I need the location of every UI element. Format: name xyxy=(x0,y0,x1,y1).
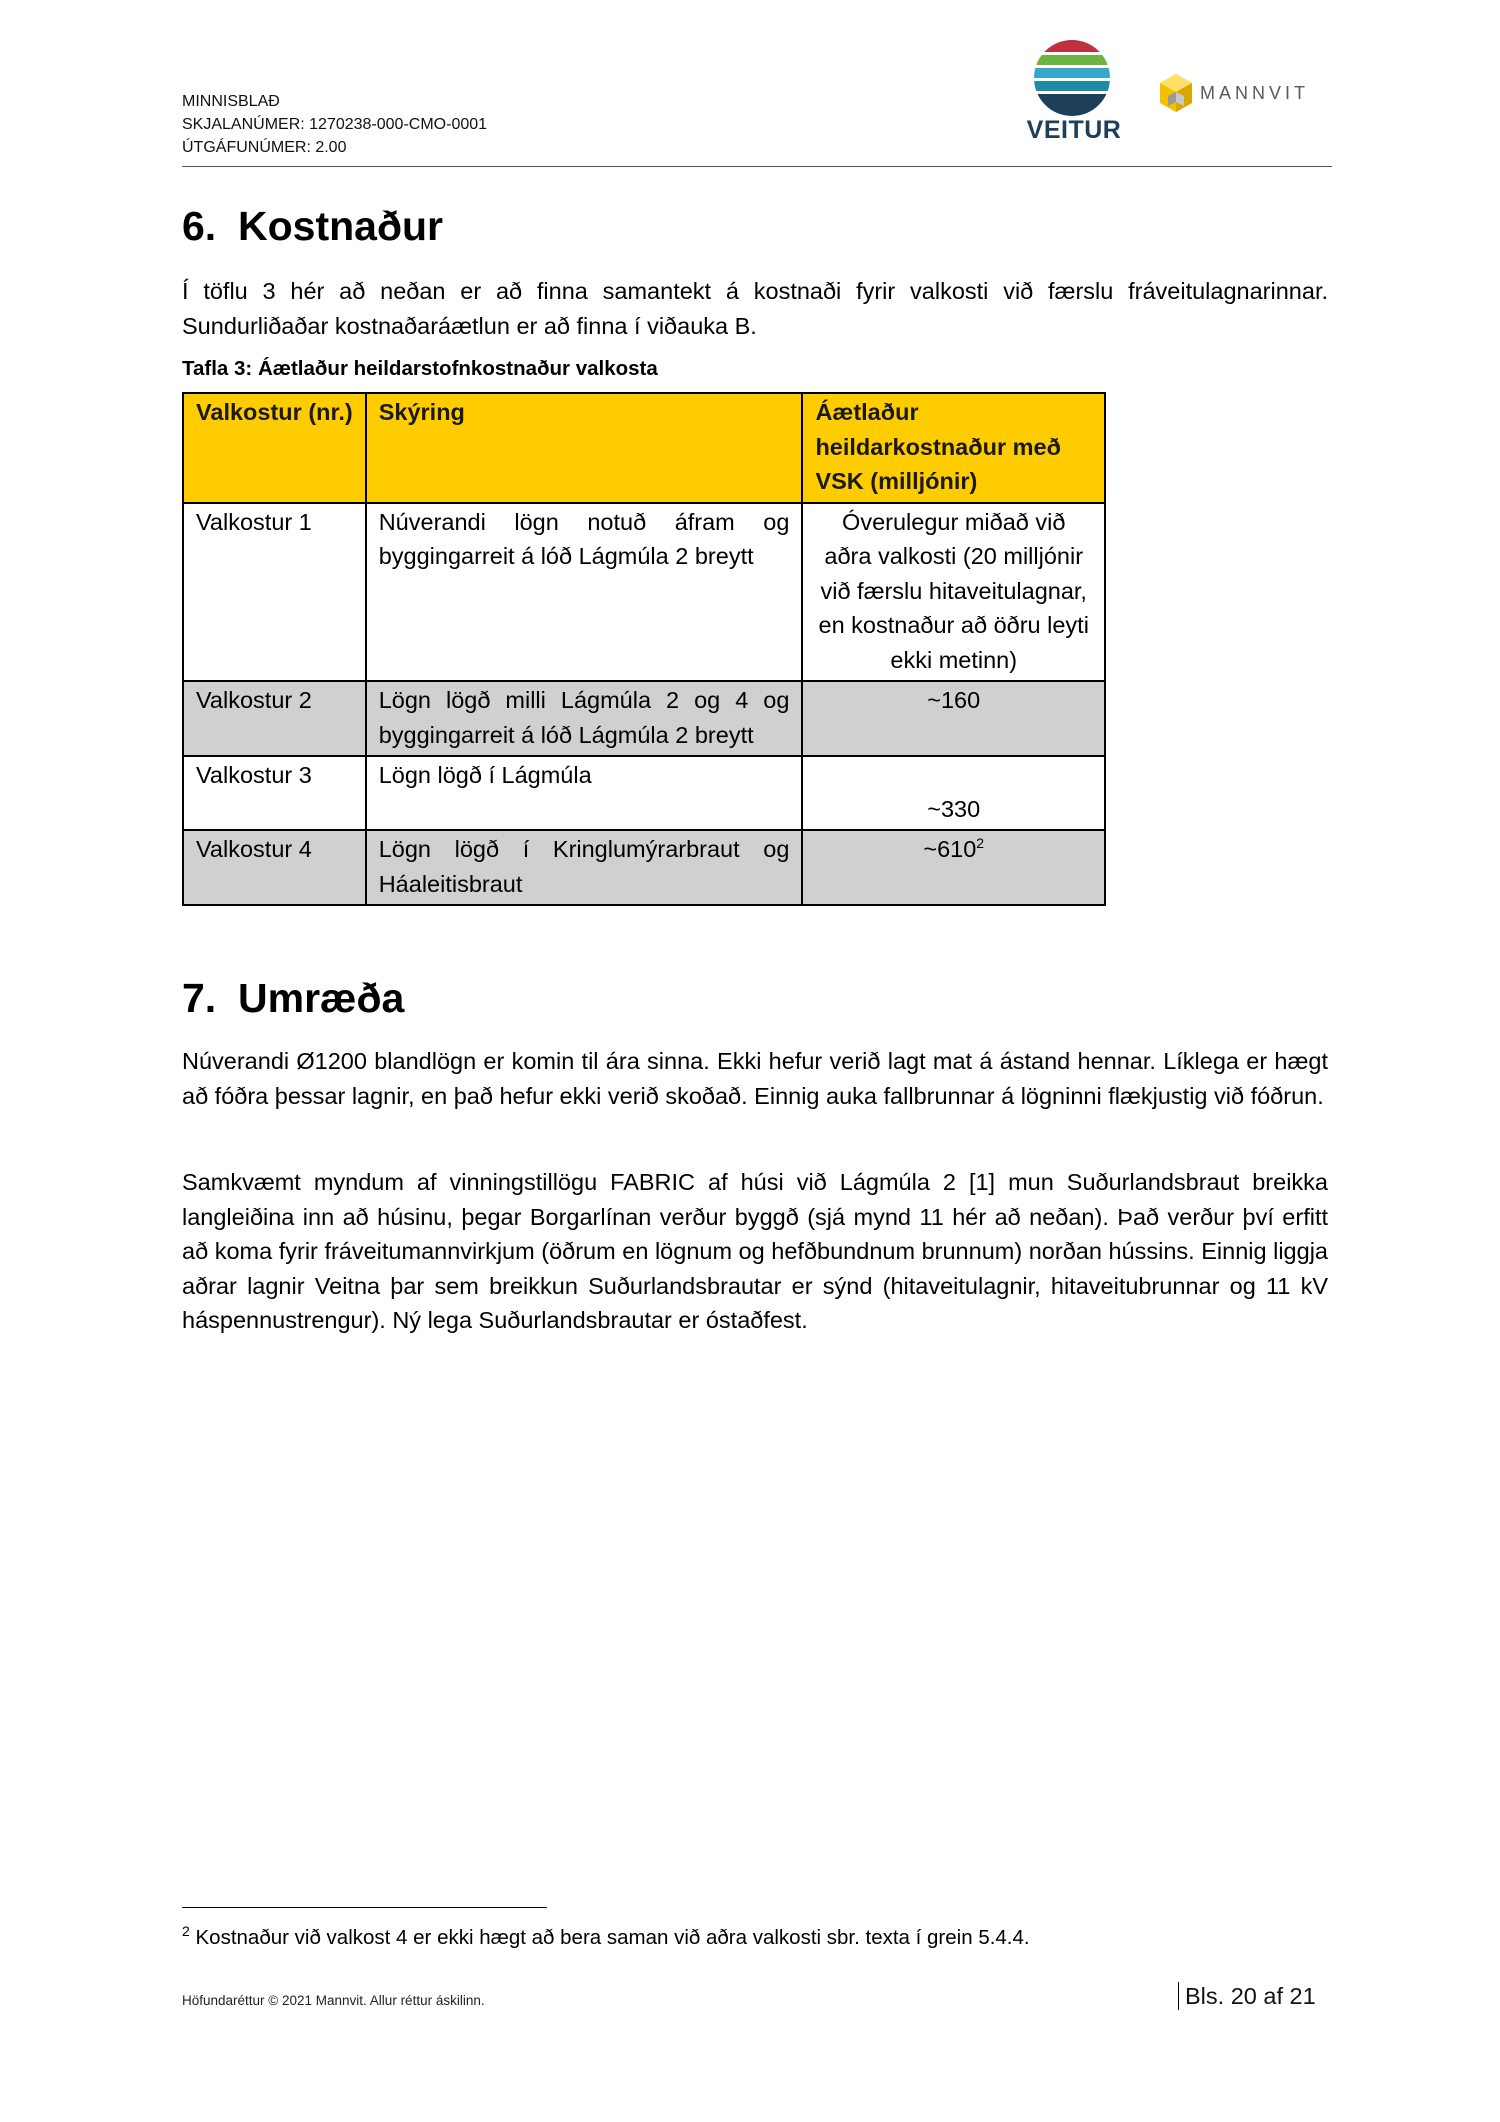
section-7-heading xyxy=(182,975,404,1022)
doc-version: ÚTGÁFUNÚMER: 2.00 xyxy=(182,139,347,156)
table-row xyxy=(183,503,1105,682)
section-title: Umræða xyxy=(238,975,405,1021)
cell-description: Lögn lögð milli Lágmúla 2 og 4 og byggingarreit á lóð Lágmúla 2 breytt xyxy=(366,681,803,756)
cell-cost: Óverulegur miðað við aðra valkosti (20 milljónir við færslu hitaveitulagnar, en kostnaður að öðru leyti ekki metinn) xyxy=(802,503,1105,682)
footnote-text: Kostnaður við valkost 4 er ekki hægt að bera saman við aðra valkosti sbr. texta í grein 5.4.4. xyxy=(195,1926,1030,1949)
document-meta xyxy=(182,90,487,159)
cell-option: Valkostur 4 xyxy=(183,830,366,905)
section-number: 6. xyxy=(182,203,217,249)
doc-type: MINNISBLAÐ xyxy=(182,93,280,110)
footer-copyright: Höfundaréttur © 2021 Mannvit. Allur réttur áskilinn. xyxy=(182,1993,485,2008)
section-7-paragraph-1: Núverandi Ø1200 blandlögn er komin til ára sinna. Ekki hefur verið lagt mat á ástand hennar. Líklega er hægt að fóðra þessar lagnir, en það hefur ekki verið skoðað. Einnig auka fallbrunnar á lögninni flækjustig við fóðrun. xyxy=(182,1048,1328,1109)
section-number: 7. xyxy=(182,975,217,1021)
header-cost: Áætlaður heildarkostnaður með VSK (milljónir) xyxy=(802,393,1105,503)
table-row xyxy=(183,756,1105,830)
cell-cost: ~330 xyxy=(802,756,1105,830)
table-row xyxy=(183,681,1105,756)
footnote xyxy=(182,1923,1030,1953)
footnote-ref[interactable]: 2 xyxy=(976,835,985,852)
header-description: Skýring xyxy=(366,393,803,503)
cost-table xyxy=(182,392,1106,906)
cell-option: Valkostur 1 xyxy=(183,503,366,682)
cell-cost xyxy=(802,830,1105,905)
section-7-paragraph-2: Samkvæmt myndum af vinningstillögu FABRIC af húsi við Lágmúla 2 [1] mun Suðurlandsbraut breikka langleiðina inn að húsinu, þegar Borgarlínan verður byggð (sjá mynd 11 hér að neðan). Það verður því erfitt að koma fyrir fráveitumannvirkjum (öðrum en lögnum og hefðbundnum brunnum) norðan hússins. Einnig liggja aðrar lagnir Veitna þar sem breikkun Suðurlandsbrautar er sýnd (hitaveitulagnir, hitaveitubrunnar og 11 kV háspennustrengur). Ný lega Suðurlandsbrautar er óstaðfest. xyxy=(182,1169,1328,1333)
cell-cost: ~160 xyxy=(802,681,1105,756)
section-title: Kostnaður xyxy=(238,203,443,249)
mannvit-logo-text: MANNVIT xyxy=(1200,83,1309,103)
table-caption: Tafla 3: Áætlaður heildarstofnkostnaður valkosta xyxy=(182,357,658,380)
veitur-logo-text: VEITUR xyxy=(1026,116,1122,144)
table-row xyxy=(183,830,1105,905)
cell-description: Lögn lögð í Kringlumýrarbraut og Háaleitisbraut xyxy=(366,830,803,905)
header-option: Valkostur (nr.) xyxy=(183,393,366,503)
footer-page-number: Bls. 20 af 21 xyxy=(1178,1982,1316,2010)
cost-value: ~610 xyxy=(923,836,977,862)
cell-description: Lögn lögð í Lágmúla xyxy=(366,756,803,830)
doc-number: SKJALANÚMER: 1270238-000-CMO-0001 xyxy=(182,116,488,133)
header-divider xyxy=(182,166,1332,167)
section-6-heading xyxy=(182,203,443,250)
cell-option: Valkostur 2 xyxy=(183,681,366,756)
cell-option: Valkostur 3 xyxy=(183,756,366,830)
footnote-divider xyxy=(182,1907,547,1908)
cell-description: Núverandi lögn notuð áfram og byggingarreit á lóð Lágmúla 2 breytt xyxy=(366,503,803,682)
footnote-mark: 2 xyxy=(182,1923,190,1940)
mannvit-logo-icon xyxy=(1156,72,1196,114)
table-header-row xyxy=(183,393,1105,503)
section-6-intro: Í töflu 3 hér að neðan er að finna samantekt á kostnaði fyrir valkosti við færslu fráveitulagnarinnar. Sundurliðaðar kostnaðaráætlun er að finna í viðauka B. xyxy=(182,278,1328,339)
